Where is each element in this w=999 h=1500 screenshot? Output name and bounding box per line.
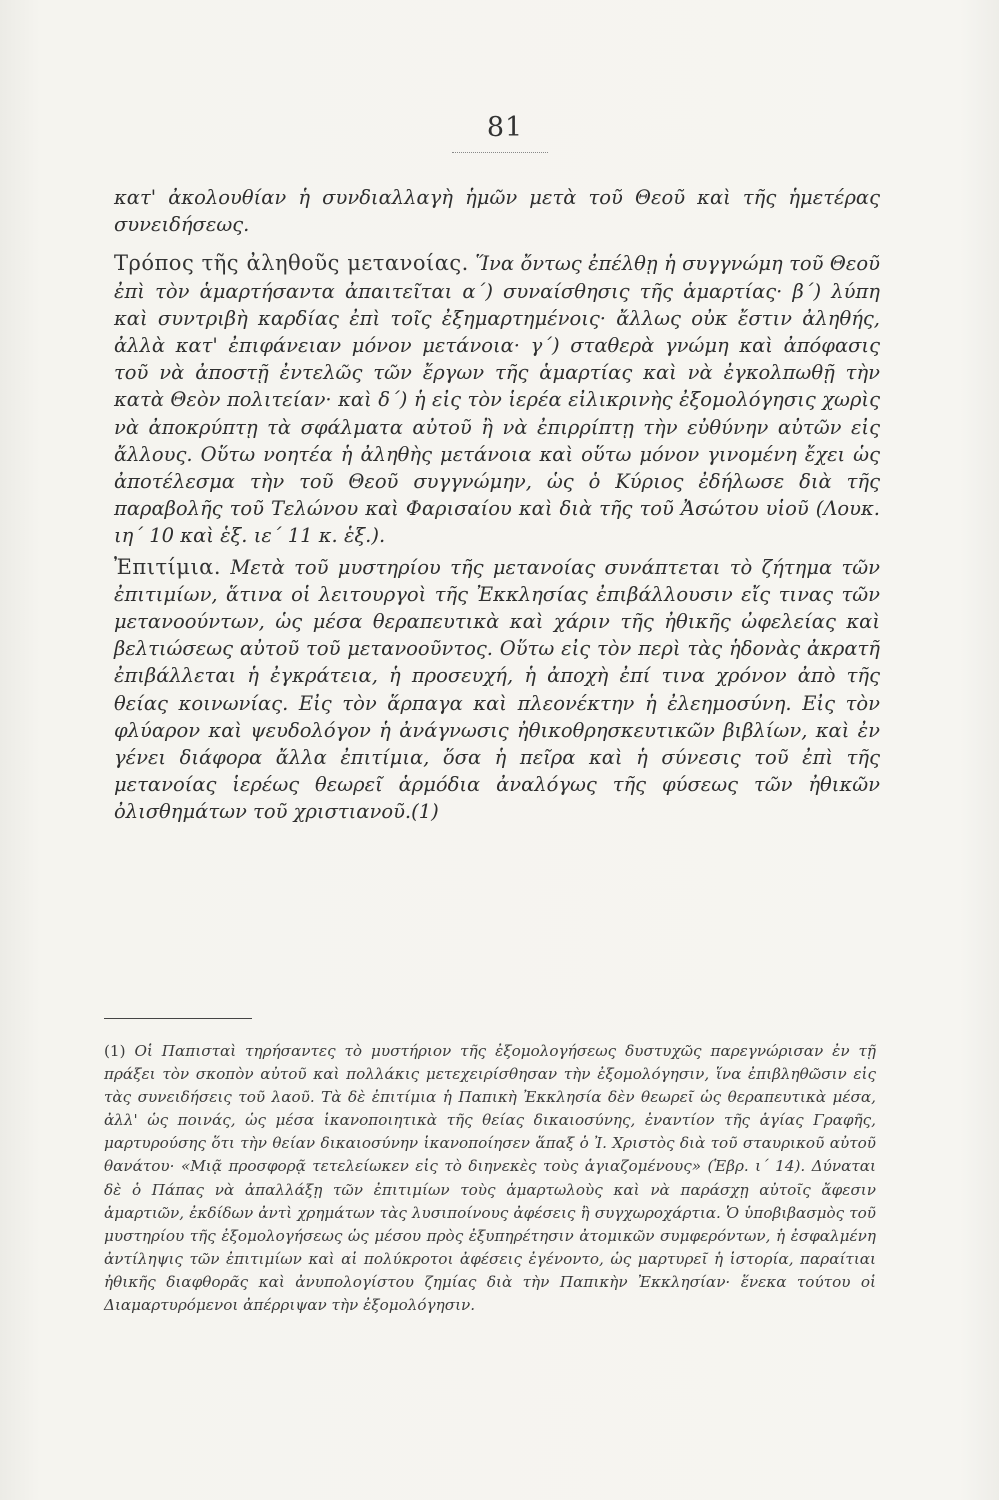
footnote-divider	[104, 1018, 252, 1019]
footnote-marker: (1)	[104, 1042, 126, 1060]
paragraph-3-text: Μετὰ τοῦ μυστηρίου τῆς μετανοίας συνάπτεται τὸ ζήτημα τῶν ἐπιτιμίων, ἅτινα οἱ λειτουργοὶ τῆς Ἐκκλησίας ἐπιβάλλουσιν εἴς τινας τῶν μετανοούντων, ὡς μέσα θεραπευτικὰ καὶ χάριν τῆς ἠθικῆς ὠφελείας καὶ βελτιώσεως αὐτοῦ τοῦ μετανοοῦντος. Οὕτω εἰς τὸν περὶ τὰς ἡδονὰς ἀκρατῆ ἐπιβάλλεται ἡ ἐγκράτεια, ἡ προσευχή, ἡ ἀποχὴ ἐπί τινα χρόνον ἀπὸ τῆς θείας κοινωνίας. Εἰς τὸν ἅρπαγα καὶ πλεονέκτην ἡ ἐλεημοσύνη. Εἰς τὸν φλύαρον καὶ ψευδολόγον ἡ ἀνάγνωσις ἠθικοθρησκευτικῶν βιβλίων, καὶ ἐν γένει διάφορα ἄλλα ἐπιτίμια, ὅσα ἡ πεῖρα καὶ ἡ σύνεσις τοῦ ἐπὶ τῆς μετανοίας ἱερέως θεωρεῖ ἁρμόδια ἀναλόγως τῆς φύσεως τῶν ἠθικῶν ὀλισθημάτων τοῦ χριστιανοῦ.(1)	[114, 555, 880, 824]
section-heading-penances: Ἐπιτίμια.	[114, 554, 222, 579]
paragraph-3	[114, 554, 880, 826]
paragraph-1: κατ' ἀκολουθίαν ἡ συνδιαλλαγὴ ἡμῶν μετὰ τοῦ Θεοῦ καὶ τῆς ἡμετέρας συνειδήσεως.	[114, 186, 880, 237]
main-text	[114, 184, 880, 826]
footnote	[104, 1040, 876, 1317]
page-number: 81	[486, 112, 524, 143]
section-heading-repentance: Τρόπος τῆς ἀληθοῦς μετανοίας.	[114, 251, 469, 276]
paragraph-2-text: Ἵνα ὄντως ἐπέλθῃ ἡ συγγνώμη τοῦ Θεοῦ ἐπὶ τὸν ἁμαρτήσαντα ἀπαιτεῖται α΄) συναίσθησις τῆς ἁμαρτίας· β΄) λύπη καὶ συντριβὴ καρδίας ἐπὶ τοῖς ἐξημαρτημένοις· ἄλλως οὐκ ἔστιν ἀληθής, ἀλλὰ κατ' ἐπιφάνειαν μόνον μετάνοια· γ΄) σταθερὰ γνώμη καὶ ἀπόφασις τοῦ νὰ ἀποστῇ ἐντελῶς τῶν ἔργων τῆς ἁμαρτίας καὶ νὰ ἐγκολπωθῇ τὴν κατὰ Θεὸν πολιτείαν· καὶ δ΄) ἡ εἰς τὸν ἱερέα εἰλικρινὴς ἐξομολόγησις χωρὶς νὰ ἀποκρύπτῃ τὰ σφάλματα αὐτοῦ ἢ νὰ ἐπιρρίπτῃ τὴν εὐθύνην αὐτῶν εἰς ἄλλους. Οὕτω νοητέα ἡ ἀληθὴς μετάνοια καὶ οὕτω μόνον γινομένη ἔχει ὡς ἀποτέλεσμα τὴν τοῦ Θεοῦ συγγνώμην, ὡς ὁ Κύριος ἐδήλωσε διὰ τῆς παραβολῆς τοῦ Τελώνου καὶ Φαρισαίου καὶ διὰ τῆς τοῦ Ἀσώτου υἱοῦ (Λουκ. ιη΄ 10 καὶ ἑξ. ιε΄ 11 κ. ἑξ.).	[114, 252, 880, 548]
paragraph-2	[114, 250, 880, 549]
footnote-text: Οἱ Παπισταὶ τηρήσαντες τὸ μυστήριον τῆς ἐξομολογήσεως δυστυχῶς παρεγνώρισαν ἐν τῇ πράξει τὸν σκοπὸν αὐτοῦ καὶ πολλάκις μετεχειρίσθησαν τὴν ἐξομολόγησιν, ἵνα ἐπιβληθῶσιν εἰς τὰς συνειδήσεις τοῦ λαοῦ. Τὰ δὲ ἐπιτίμια ἡ Παπικὴ Ἐκκλησία δὲν θεωρεῖ ὡς θεραπευτικὰ μέσα, ἀλλ' ὡς ποινάς, ὡς μέσα ἱκανοποιητικὰ τῆς θείας δικαιοσύνης, ἐναντίον τῆς ἁγίας Γραφῆς, μαρτυρούσης ὅτι τὴν θείαν δικαιοσύνην ἱκανοποίησεν ἅπαξ ὁ Ἰ. Χριστὸς διὰ τοῦ σταυρικοῦ αὐτοῦ θανάτου· «Μιᾷ προσφορᾷ τετελείωκεν εἰς τὸ διηνεκὲς τοὺς ἁγιαζομένους» (Ἑβρ. ι΄ 14). Δύναται δὲ ὁ Πάπας νὰ ἀπαλλάξῃ τῶν ἐπιτιμίων τοὺς ἁμαρτωλοὺς καὶ νὰ παράσχῃ αὐτοῖς ἄφεσιν ἁμαρτιῶν, ἐκδίδων ἀντὶ χρημάτων τὰς λυσιποίνους ἀφέσεις ἢ συγχωροχάρτια. Ὁ ὑποβιβασμὸς τοῦ μυστηρίου τῆς ἐξομολογήσεως ὡς μέσου πρὸς ἐξυπηρέτησιν ἀτομικῶν συμφερόντων, ἡ ἐσφαλμένη ἀντίληψις τῶν ἐπιτιμίων καὶ αἱ πολύκροτοι ἀφέσεις ἐγένοντο, ὡς μαρτυρεῖ ἡ ἱστορία, παραίτιαι ἠθικῆς διαφθορᾶς καὶ ἀνυπολογίστου ζημίας διὰ τὴν Παπικὴν Ἐκκλησίαν· ἕνεκα τούτου οἱ Διαμαρτυρόμενοι ἀπέρριψαν τὴν ἐξομολόγησιν.	[104, 1042, 876, 1315]
page-number-divider	[452, 152, 548, 153]
